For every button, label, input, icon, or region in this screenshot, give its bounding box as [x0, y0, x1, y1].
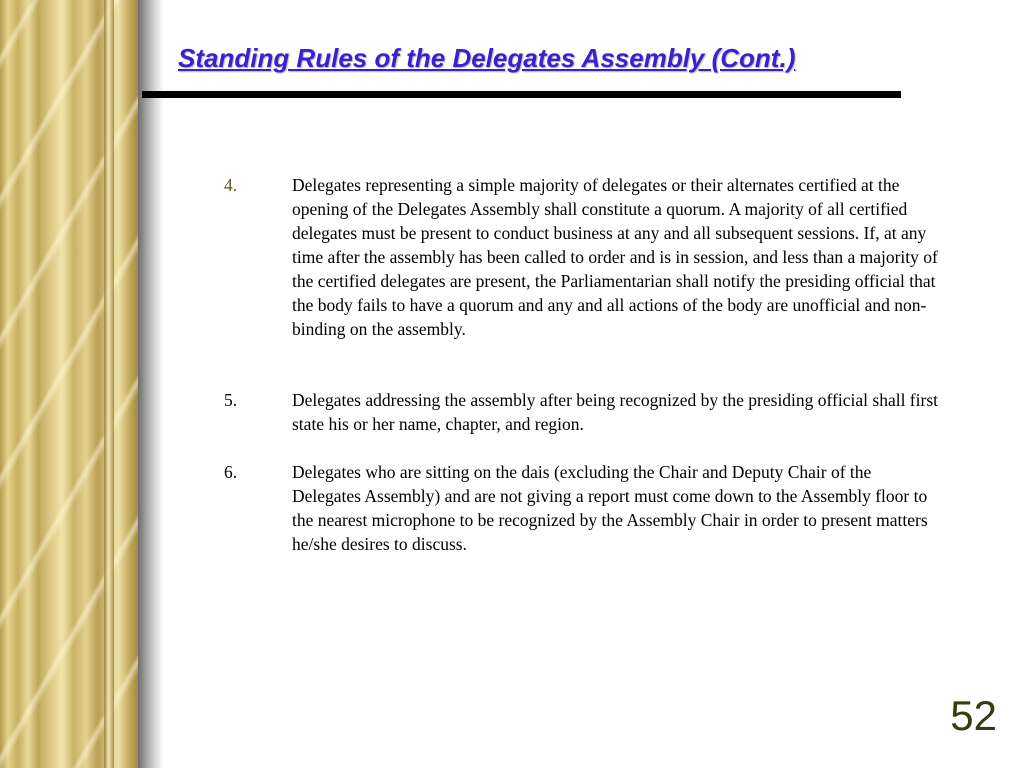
slide-page-number: 52: [950, 692, 997, 739]
rule-text: Delegates addressing the assembly after being recognized by the presiding official shall first state his or her name, chapter, and region.: [292, 390, 938, 434]
rule-item-4: [224, 173, 940, 341]
rule-number: 6.: [224, 462, 238, 482]
rule-item-5: [224, 388, 940, 436]
gold-pillar-decoration: [0, 0, 138, 768]
rule-text: Delegates representing a simple majority of delegates or their alternates certified at the opening of the Delegates Assembly shall constitute a quorum. A majority of all certified delegates must be present to conduct business at any and all subsequent sessions. If, at any time after the assembly has been called to order and is in session, and less than a majority of the certified delegates are present, the Parliamentarian shall notify the presiding official that the body fails to have a quorum and any and all actions of the body are unofficial and non-binding on the assembly.: [292, 175, 938, 339]
pillar-shadow: [138, 0, 164, 768]
title-underline-bar: [142, 91, 901, 98]
rule-item-6: [224, 460, 940, 556]
rule-number: 4.: [224, 175, 238, 195]
gold-pillar-divider: [104, 0, 114, 768]
rule-number: 5.: [224, 390, 238, 410]
slide-title: Standing Rules of the Delegates Assembly (Cont.): [178, 43, 796, 73]
rule-text: Delegates who are sitting on the dais (excluding the Chair and Deputy Chair of the Delegates Assembly) and are not giving a report must come down to the Assembly floor to the nearest microphone to be recognized by the Assembly Chair in order to present matters he/she desires to discuss.: [292, 462, 928, 554]
